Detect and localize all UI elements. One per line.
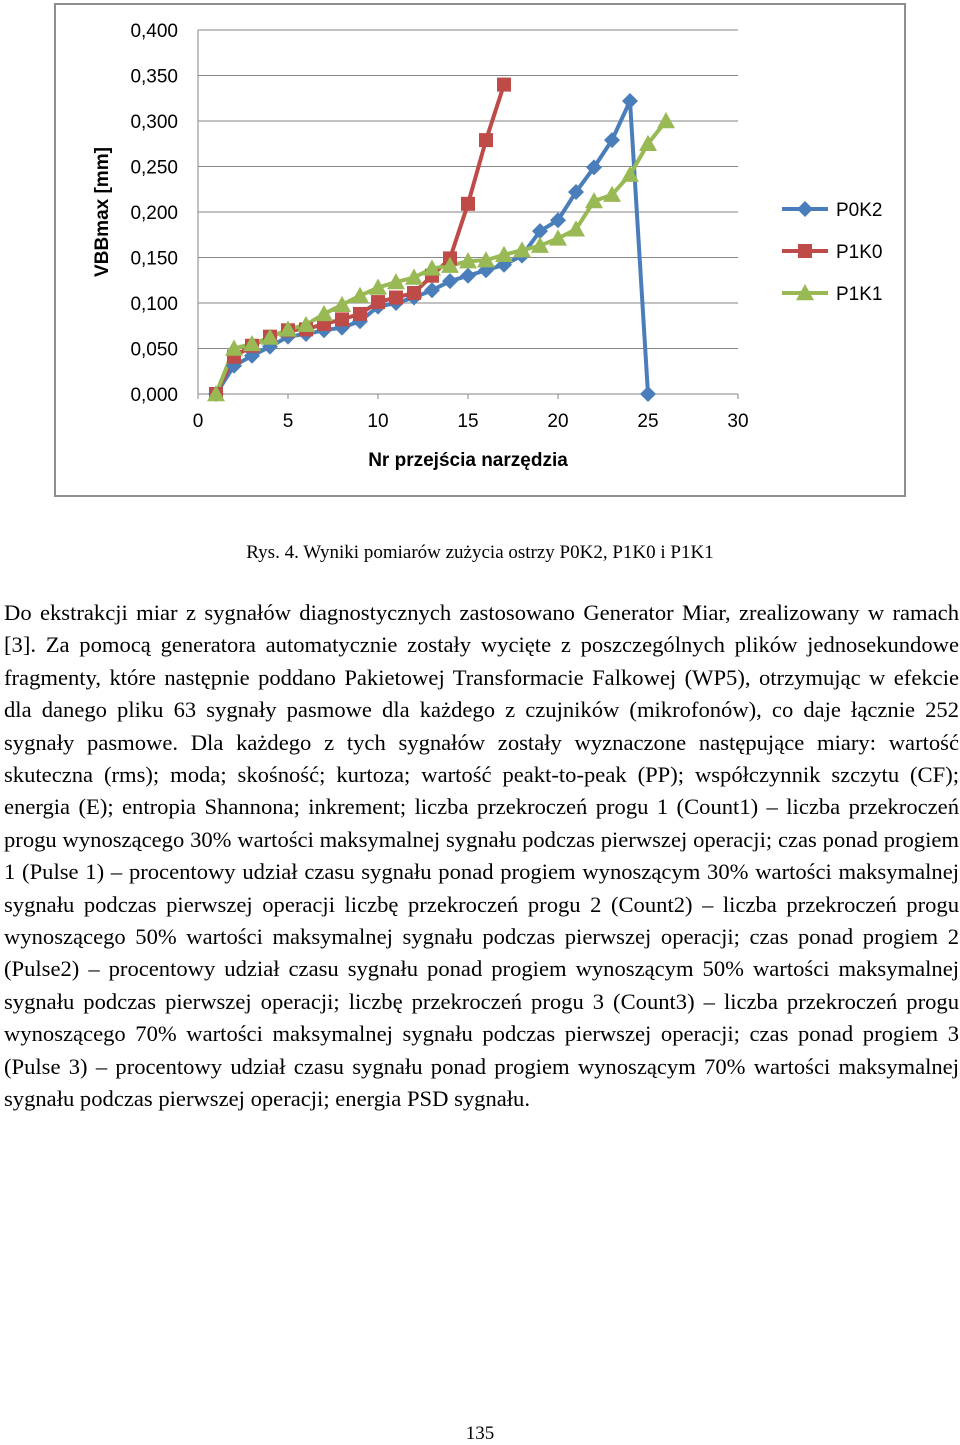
body-paragraph: Do ekstrakcji miar z sygnałów diagnostycznych zastosowano Generator Miar, zrealizowany w ramach [3]. Za pomocą generatora automatycznie zostały wycięte z poszczególnych plików jednosekundowe fragmenty, które następnie poddano Pakietowej Transformacie Falkowej (WP5), otrzymując w efekcie dla danego pliku 63 sygnały pasmowe dla każdego z czujników (mikrofonów), co daje łącznie 252 sygnały pasmowe. Dla każdego z tych sygnałów zostały wyznaczone następujące miary: wartość skuteczna (rms); moda; skośność; kurtoza; wartość peakt-to-peak (PP); współczynnik szczytu (CF); energia (E); entropia Shannona; inkrement; liczba przekroczeń progu 1 (Count1) – liczba przekroczeń progu wynoszącego 30% wartości maksymalnej sygnału podczas pierwszej operacji; czas ponad progiem 1 (Pulse 1) – procentowy udział czasu sygnału ponad progiem wynoszącym 30% wartości maksymalnej sygnału podczas pierwszej operacji liczbę przekroczeń progu 2 (Count2) – liczba przekroczeń progu wynoszącego 50% wartości maksymalnej sygnału podczas pierwszej operacji; czas ponad progiem 2 (Pulse2) – procentowy udział czasu sygnału ponad progiem wynoszącym 50% wartości maksymalnej sygnału podczas pierwszej operacji; liczbę przekroczeń progu 3 (Count3) – liczba przekroczeń progu wynoszącego 70% wartości maksymalnej sygnału podczas pierwszej operacji; czas ponad progiem 3 (Pulse 3) – procentowy udział czasu sygnału ponad progiem wynoszącym 70% wartości maksymalnej sygnału podczas pierwszej operacji; energia PSD sygnału. [4,600,959,1112]
x-tick-label: 10 [367,411,389,432]
y-tick-label: 0,200 [130,203,178,224]
data-point-p1k1 [405,269,423,285]
y-tick-label: 0,300 [130,112,178,133]
x-tick-label: 5 [282,411,294,432]
page-number: 135 [465,1423,495,1444]
data-point-p1k0 [389,291,403,305]
data-point-p1k0 [479,133,493,147]
legend-marker-p1k0 [798,244,812,258]
chart-frame [54,3,906,497]
series-line-p0k2 [216,101,648,394]
x-tick-label: 30 [727,411,749,432]
y-tick-label: 0,250 [130,157,178,179]
data-point-p0k2 [640,386,656,402]
y-tick-label: 0,000 [130,385,178,406]
y-tick-label: 0,150 [130,248,178,270]
body-text [4,597,959,1116]
data-point-p1k1 [657,112,675,128]
data-point-p1k0 [407,286,421,300]
data-point-p1k1 [333,296,351,312]
data-point-p1k0 [371,295,385,309]
legend-label: P0K2 [836,200,883,221]
data-point-p1k0 [461,197,475,211]
y-tick-label: 0,350 [130,66,178,88]
y-tick-label: 0,100 [130,294,178,315]
chart-svg [56,5,908,499]
series-line-p1k0 [216,85,504,394]
data-point-p0k2 [424,282,440,298]
data-point-p0k2 [622,93,638,109]
y-tick-label: 0,400 [130,21,178,42]
data-point-p1k0 [353,307,367,321]
data-point-p1k0 [335,312,349,326]
data-point-p1k0 [497,78,511,92]
x-tick-label: 25 [637,411,659,432]
y-axis-title: VBBmax [mm] [92,147,113,277]
data-point-p0k2 [460,268,476,284]
data-point-p1k1 [549,229,567,245]
x-tick-label: 15 [457,411,479,432]
data-point-p0k2 [442,273,458,289]
data-point-p1k1 [315,305,333,321]
legend-label: P1K1 [836,284,883,305]
y-tick-label: 0,050 [130,339,178,361]
legend-marker-p0k2 [797,201,813,217]
x-axis-title: Nr przejścia narzędzia [368,450,568,471]
figure-caption: Rys. 4. Wyniki pomiarów zużycia ostrzy P0K2, P1K0 i P1K1 [246,542,714,563]
legend-label: P1K0 [836,242,883,263]
x-tick-label: 0 [192,411,204,432]
x-tick-label: 20 [547,411,569,432]
